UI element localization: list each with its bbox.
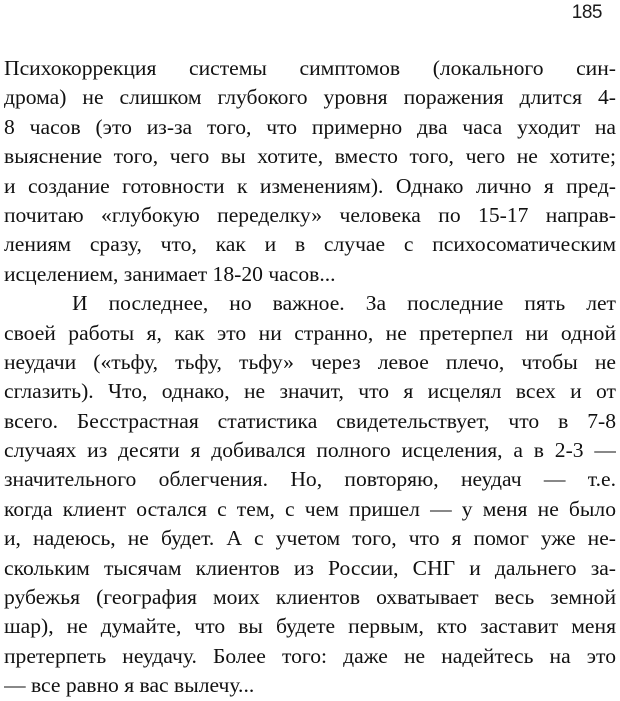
text-line: почитаю «глубокую переделку» человека по 15-17 направ-	[4, 202, 616, 227]
text-line: дрома) не слишком глубокого уровня поражения длится 4-	[4, 85, 616, 110]
text-line: исцелением, занимает 18-20 часов...	[4, 261, 336, 286]
paragraph-2	[4, 289, 616, 700]
text-line: И последнее, но важное. За последние пять лет	[72, 291, 616, 316]
body-text	[4, 54, 616, 701]
text-line: рубежья (география моих клиентов охватывает весь земной	[4, 585, 616, 610]
text-line: Психокоррекция системы симптомов (локального син-	[4, 56, 616, 80]
text-line: своей работы я, как это ни странно, не претерпел ни одной	[4, 320, 616, 345]
text-line: всего. Бесстрастная статистика свидетельствует, что в 7-8	[4, 408, 616, 433]
text-line: скольким тысячам клиентов из России, СНГ и дальнего за-	[4, 555, 616, 580]
text-line: и, надеюсь, не будет. А с учетом того, что я помог уже не-	[4, 526, 616, 551]
text-line: — все равно я вас вылечу...	[4, 673, 255, 698]
text-line: случаях из десяти я добивался полного исцеления, а в 2-3 —	[4, 438, 616, 463]
text-line: и создание готовности к изменениям). Однако лично я пред-	[4, 173, 616, 198]
text-line: сглазить). Что, однако, не значит, что я исцелял всех и от	[4, 379, 616, 404]
text-line: 8 часов (это из-за того, что примерно два часа уходит на	[4, 114, 616, 139]
paragraph-1	[4, 54, 616, 289]
text-line: шар), не думайте, что вы будете первым, кто заставит меня	[4, 614, 616, 639]
text-line: выяснение того, чего вы хотите, вместо того, чего не хотите;	[4, 144, 616, 169]
text-line: претерпеть неудачу. Более того: даже не надейтесь на это	[4, 643, 616, 668]
text-line: значительного облегчения. Но, повторяю, неудач — т.е.	[4, 467, 616, 492]
text-line: неудачи («тьфу, тьфу, тьфу» через левое плечо, чтобы не	[4, 349, 616, 374]
text-line: когда клиент остался с тем, с чем пришел — у меня не было	[4, 496, 616, 521]
page-number: 185	[571, 2, 602, 23]
text-line: лениям сразу, что, как и в случае с психосоматическим	[4, 232, 616, 257]
